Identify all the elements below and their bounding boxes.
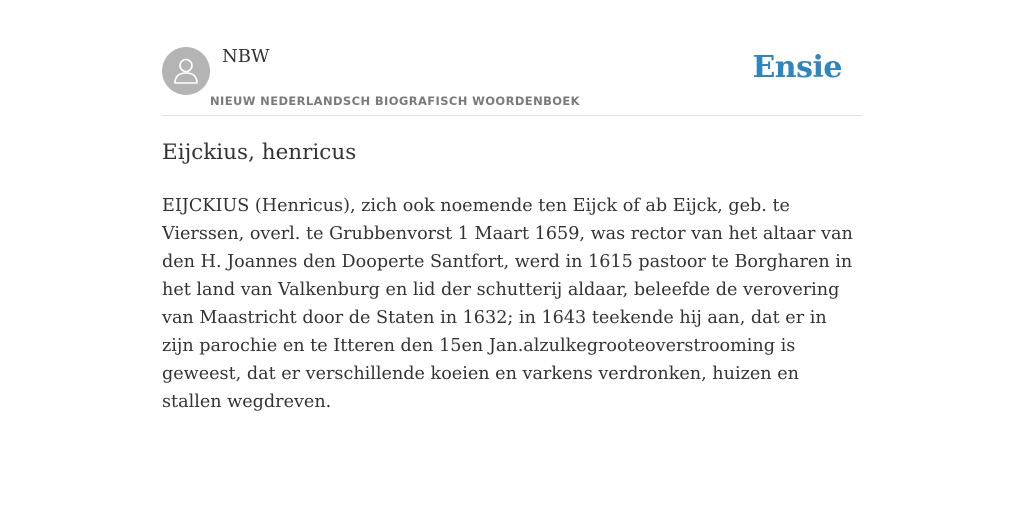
source-header — [162, 0, 862, 116]
source-avatar[interactable] — [162, 47, 210, 95]
entry-title: Eijckius, henricus — [162, 140, 357, 165]
user-silhouette-icon — [173, 57, 199, 85]
page-container — [162, 0, 862, 412]
brand-logo[interactable]: Ensie — [752, 50, 842, 85]
source-name-link[interactable]: NBW — [222, 46, 270, 67]
source-full-name: NIEUW NEDERLANDSCH BIOGRAFISCH WOORDENBOEK — [210, 94, 580, 108]
entry-body-text: EIJCKIUS (Henricus), zich ook noemende ten Eijck of ab Eijck, geb. te Vierssen, overl. te Grubbenvorst 1 Maart 1659, was rector van het altaar van den H. Joannes den Dooperte Santfort, werd in 1615 pastoor te Borgharen in het land van Valkenburg en lid der schutterij aldaar, beleefde de verovering van Maastricht door de Staten in 1632; in 1643 teekende hij aan, dat er in zijn parochie en te Itteren den 15en Jan.alzulkegrooteoverstrooming is geweest, dat er verschillende koeien en varkens verdronken, huizen en stallen wegdreven. — [162, 196, 853, 412]
